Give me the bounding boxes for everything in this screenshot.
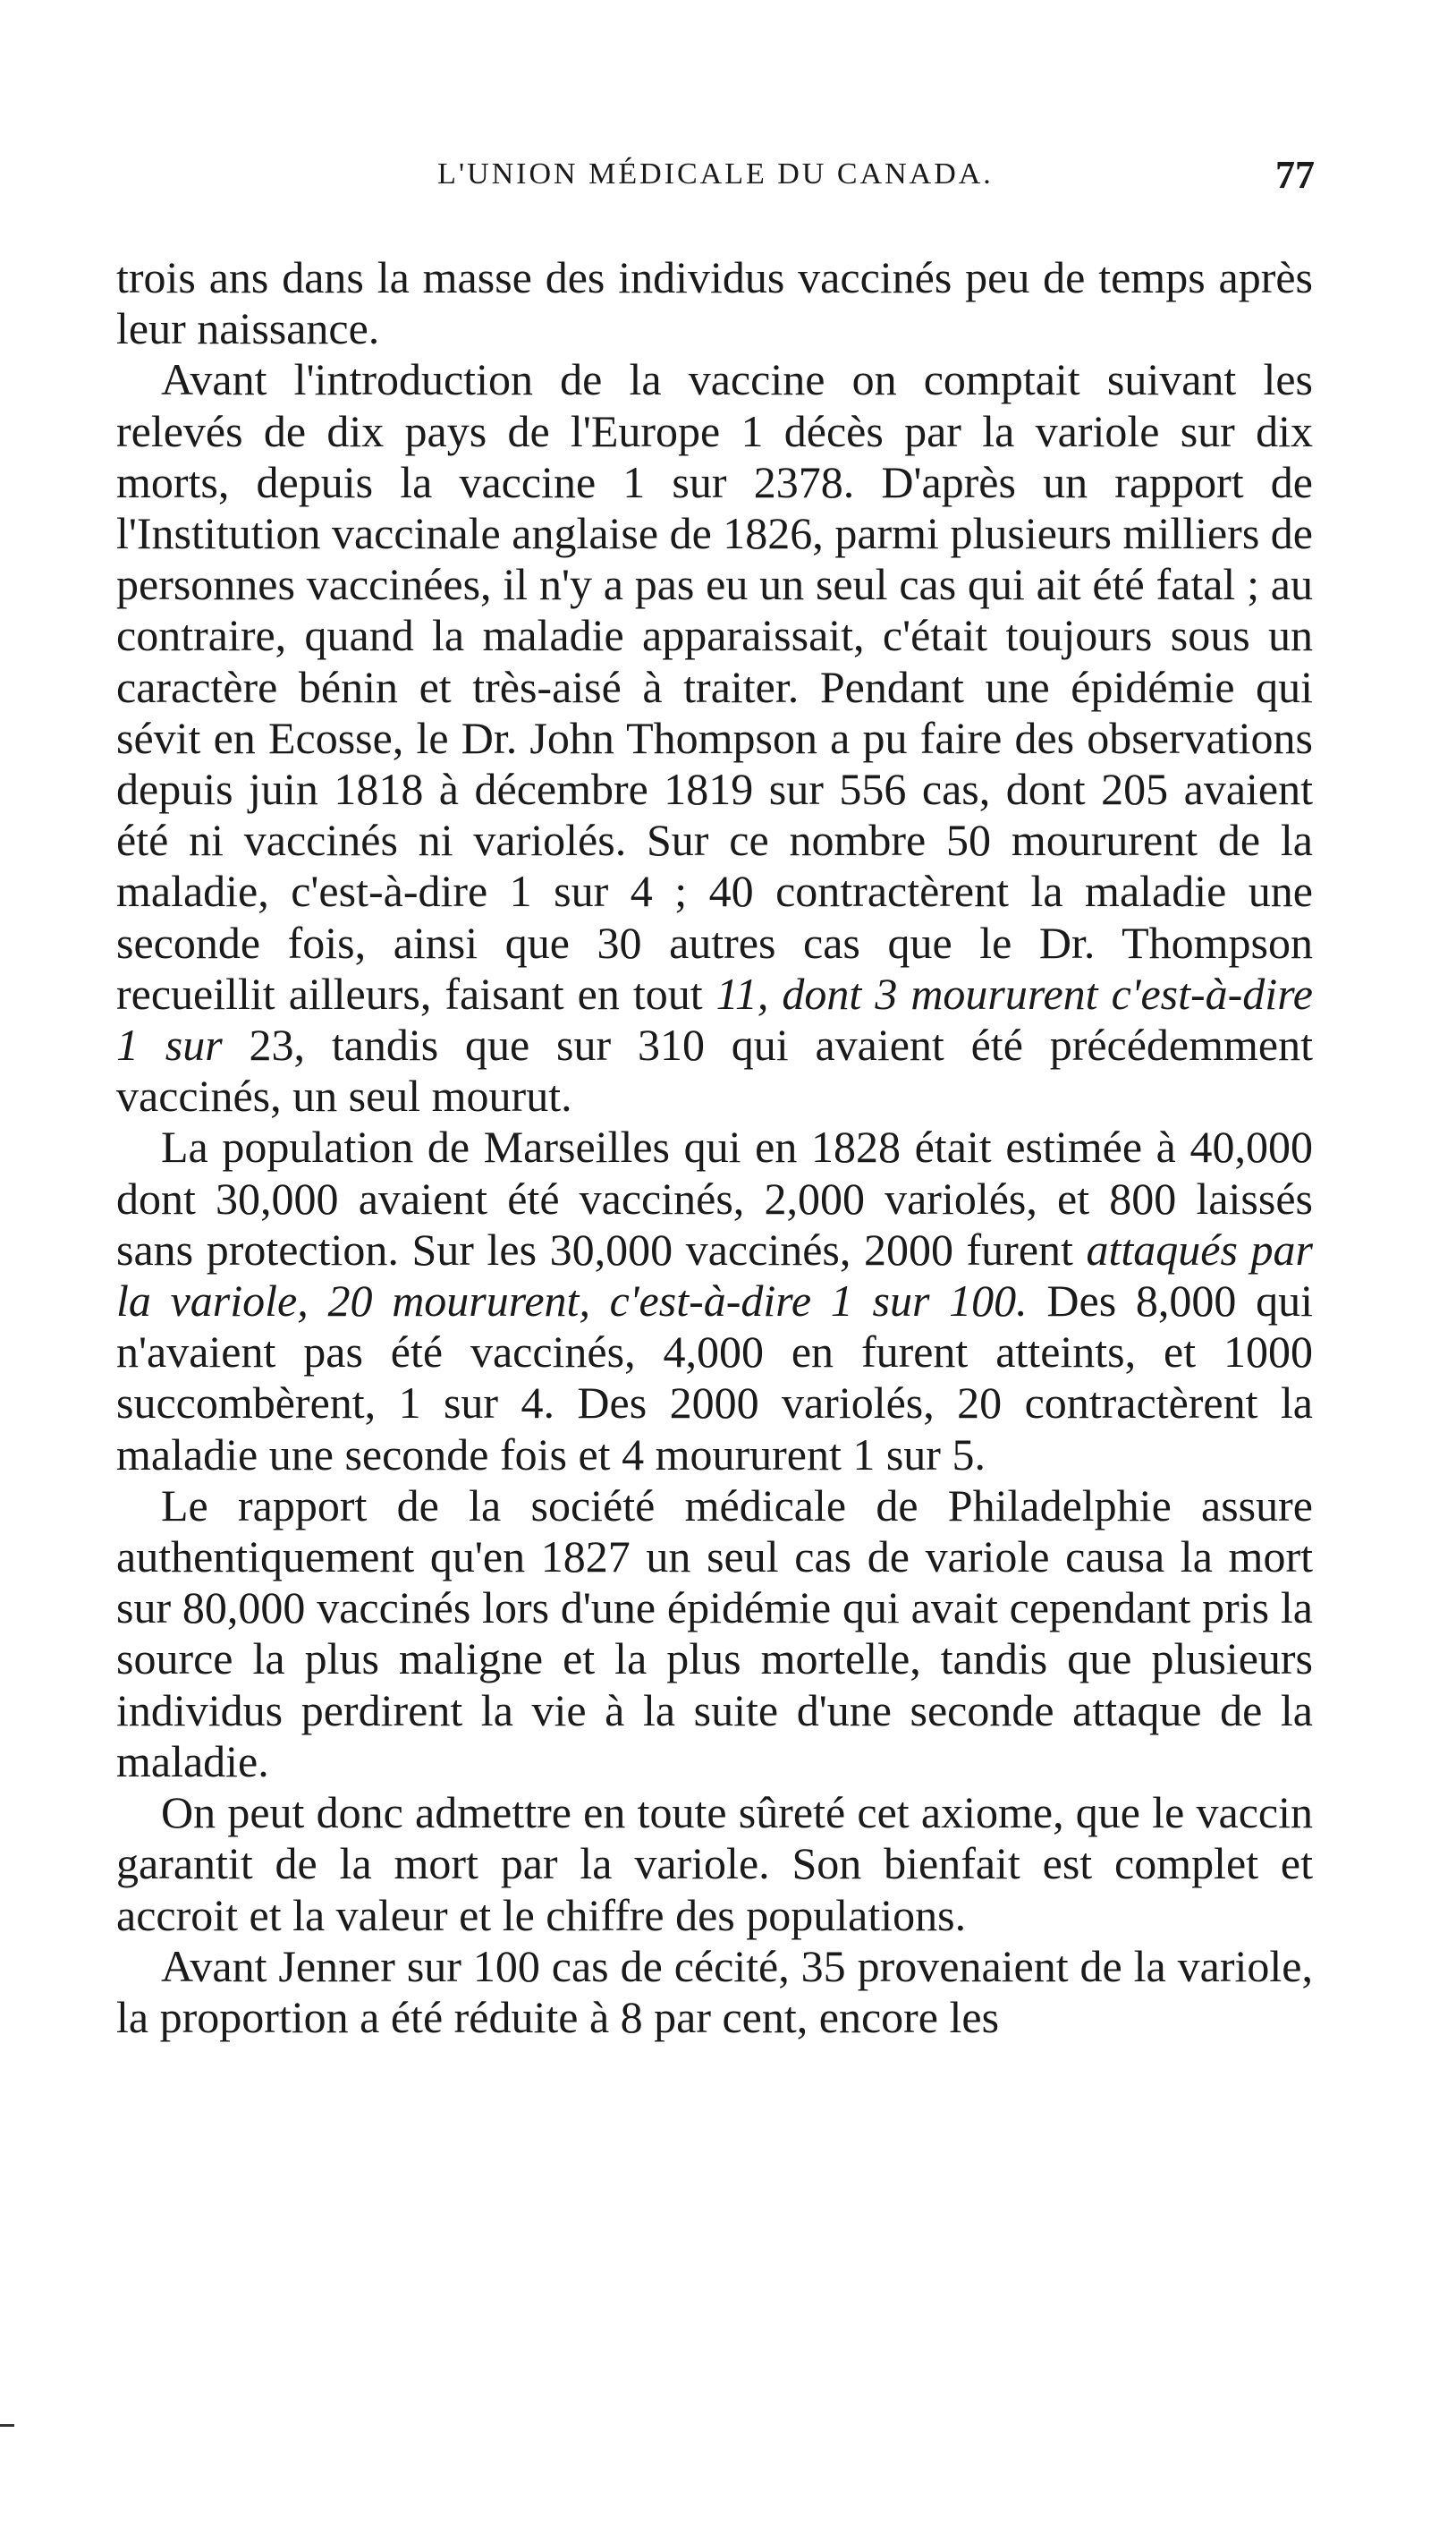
body-text — [116, 252, 1313, 2043]
margin-mark — [0, 2424, 14, 2427]
text-segment: 23, tandis que sur 310 qui avaient été précédemment vaccinés, un seul mourut. — [116, 1020, 1313, 1122]
paragraph — [116, 252, 1313, 354]
text-segment: On peut donc admettre en toute sûreté cet axiome, que le vaccin garantit de la mort par la variole. Son bienfait est complet et accroit et la valeur et le chiffre des populations. — [116, 1787, 1313, 1940]
text-segment: Avant l'introduction de la vaccine on comptait suivant les relevés de dix pays de l'Europe 1 décès par la variole sur dix morts, depuis la vaccine 1 sur 2378. D'après un rapport de l'Institution vaccinale anglaise de 1826, parmi plusieurs milliers de personnes vaccinées, il n'y a pas eu un seul cas qui ait été fatal ; au contraire, quand la maladie apparaissait, c'était toujours sous un caractère bénin et très-aisé à traiter. Pendant une épidémie qui sévit en Ecosse, le Dr. John Thompson a pu faire des observations depuis juin 1818 à décembre 1819 sur 556 cas, dont 205 avaient été ni vaccinés ni variolés. Sur ce nombre 50 moururent de la maladie, c'est-à-dire 1 sur 4 ; 40 contractèrent la maladie une seconde fois, ainsi que 30 autres cas que le Dr. Thompson recueillit ailleurs, faisant en tout — [116, 354, 1313, 1019]
text-segment: Des 8,000 qui n'avaient pas été vaccinés, 4,000 en furent atteints, et 1000 succombèrent, 1 sur 4. Des 2000 variolés, 20 contractèrent la maladie une seconde fois et 4 moururent 1 sur 5. — [116, 1276, 1313, 1479]
paragraph — [116, 354, 1313, 1122]
paragraph — [116, 1787, 1313, 1941]
running-head — [116, 153, 1315, 211]
italic-text-segment: 11, dont 3 moururent c'est-à-dire 1 sur — [116, 968, 1313, 1071]
journal-title: L'UNION MÉDICALE DU CANADA. — [437, 157, 994, 191]
paragraph — [116, 1122, 1313, 1479]
text-segment: Avant Jenner sur 100 cas de cécité, 35 provenaient de la variole, la proportion a été réduite à 8 par cent, encore les — [116, 1940, 1313, 2042]
paragraph — [116, 1941, 1313, 2043]
text-segment: La population de Marseilles qui en 1828 était estimée à 40,000 dont 30,000 avaient été vaccinés, 2,000 variolés, et 800 laissés sans protection. Sur les 30,000 vaccinés, 2000 furent — [116, 1122, 1313, 1275]
italic-text-segment: attaqués par la variole, 20 moururent, c'est-à-dire 1 sur 100. — [116, 1224, 1313, 1327]
text-segment: Le rapport de la société médicale de Philadelphie assure authentiquement qu'en 1827 un seul cas de variole causa la mort sur 80,000 vaccinés lors d'une épidémie qui avait cependant pris la source la plus maligne et la plus mortelle, tandis que plusieurs individus perdirent la vie à la suite d'une seconde attaque de la maladie. — [116, 1479, 1313, 1786]
text-segment: trois ans dans la masse des individus vaccinés peu de temps après leur naissance. — [116, 252, 1313, 354]
paragraph — [116, 1480, 1313, 1787]
page-number: 77 — [1275, 153, 1315, 197]
